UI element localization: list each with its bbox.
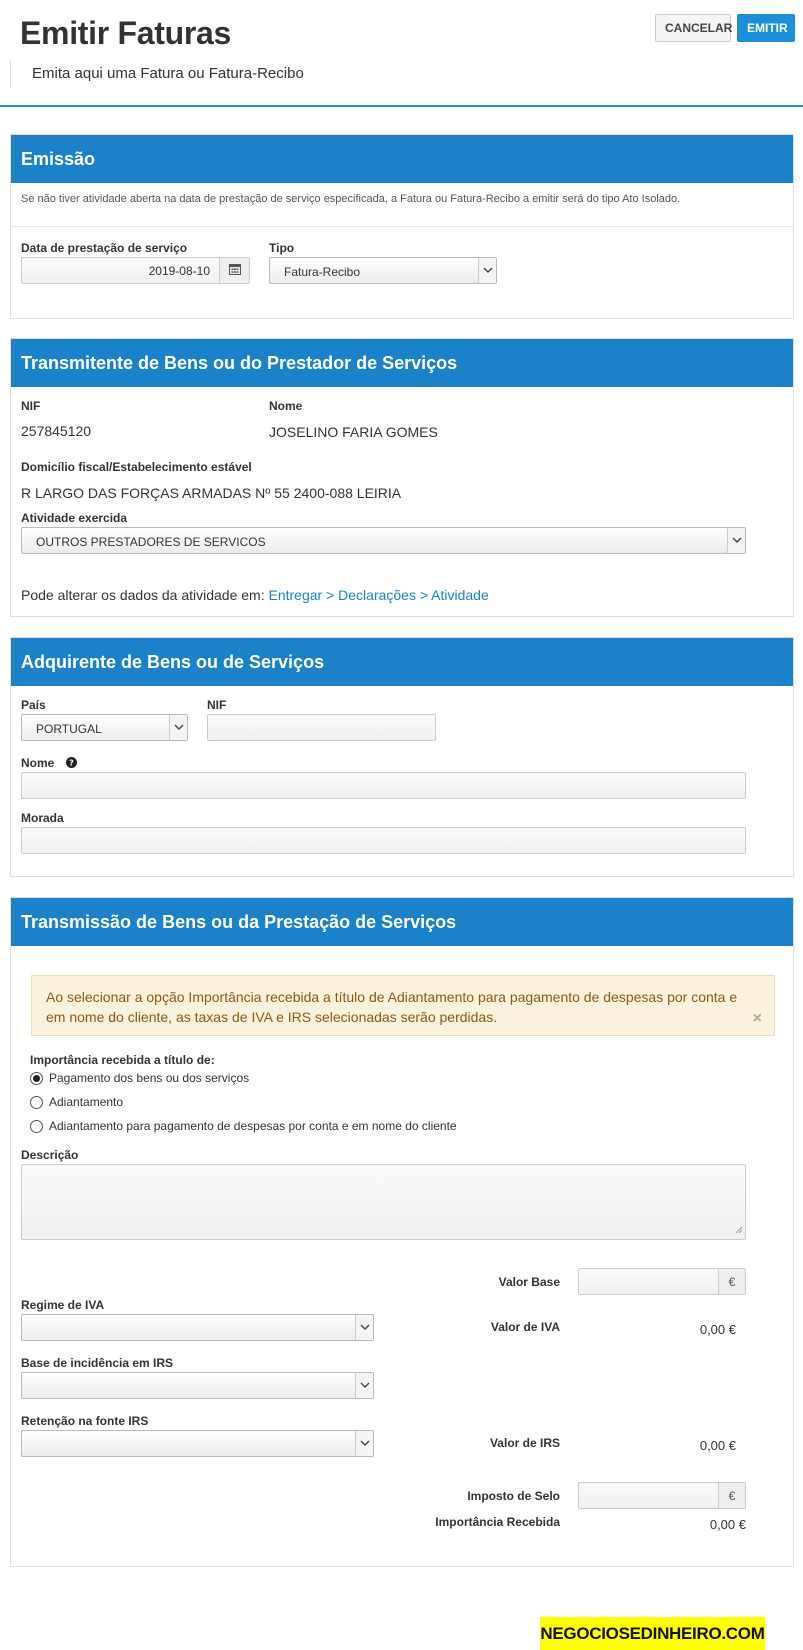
- emissao-info: Se não tiver atividade aberta na data de prestação de serviço especificada, a Fatura ou Fatura-Recibo a emitir será do tipo Ato Isolado.: [21, 193, 681, 205]
- page-title: Emitir Faturas: [20, 15, 231, 51]
- retencao-select[interactable]: [21, 1430, 374, 1457]
- alert-text: Ao selecionar a opção Importância recebida a título de Adiantamento para pagamento de despesas por conta e em nome do cliente, as taxas de IVA e IRS selecionadas serão perdidas.: [46, 989, 738, 1025]
- watermark-badge: NEGOCIOSEDINHEIRO.COM: [540, 1617, 765, 1650]
- selo-currency: €: [718, 1482, 746, 1509]
- nome-label: Nome: [269, 399, 303, 413]
- base-irs-select[interactable]: [21, 1372, 374, 1399]
- atividade-link[interactable]: Entregar > Declarações > Atividade: [268, 587, 489, 603]
- adquirente-nome-text: Nome: [21, 756, 55, 770]
- chevron-down-icon: [169, 715, 187, 740]
- importancia-recebida-label: Importância Recebida: [435, 1515, 560, 1529]
- radio-label: Adiantamento para pagamento de despesas por conta e em nome do cliente: [49, 1119, 457, 1133]
- tipo-select[interactable]: [269, 257, 497, 284]
- date-label: Data de prestação de serviço: [21, 241, 188, 255]
- atividade-select[interactable]: [21, 527, 746, 554]
- radio-button[interactable]: [30, 1096, 43, 1109]
- chevron-down-icon: [355, 1373, 373, 1398]
- tipo-label: Tipo: [269, 241, 295, 255]
- nif-label: NIF: [21, 399, 41, 413]
- page-header: [0, 0, 803, 107]
- radio-label: Adiantamento: [49, 1095, 124, 1109]
- adquirente-heading: Adquirente de Bens ou de Serviços: [11, 638, 793, 686]
- transmitente-panel: [10, 338, 794, 617]
- adquirente-nif-label: NIF: [207, 698, 227, 712]
- radio-adiantamento[interactable]: [30, 1092, 123, 1112]
- morada-input[interactable]: [21, 827, 746, 854]
- pais-label: País: [21, 698, 46, 712]
- divider: [11, 226, 793, 227]
- valor-base-input[interactable]: [578, 1268, 720, 1295]
- valor-base-currency: €: [718, 1268, 746, 1295]
- date-input[interactable]: [21, 257, 221, 284]
- resize-handle-icon[interactable]: [735, 1222, 743, 1237]
- adquirente-nome-label: [21, 756, 77, 771]
- atividade-label: Atividade exercida: [21, 511, 128, 525]
- emissao-panel: [10, 134, 794, 319]
- selo-input[interactable]: [578, 1482, 720, 1509]
- emit-button[interactable]: EMITIR: [737, 14, 795, 42]
- tipo-value: Fatura-Recibo: [284, 265, 361, 279]
- nome-value: JOSELINO FARIA GOMES: [269, 424, 438, 440]
- descricao-label: Descrição: [21, 1148, 79, 1162]
- emissao-heading: Emissão: [11, 135, 793, 183]
- pais-value: PORTUGAL: [36, 722, 102, 736]
- warning-alert: [31, 975, 775, 1036]
- atividade-value: OUTROS PRESTADORES DE SERVICOS: [36, 535, 266, 549]
- radio-adiantamento-despesas[interactable]: [30, 1116, 457, 1136]
- cancel-button[interactable]: CANCELAR: [655, 14, 731, 42]
- regime-iva-select[interactable]: [21, 1314, 374, 1341]
- base-irs-label: Base de incidência em IRS: [21, 1356, 174, 1370]
- importancia-recebida-value: 0,00 €: [709, 1517, 746, 1532]
- chevron-down-icon: [355, 1431, 373, 1456]
- radio-label: Pagamento dos bens ou dos serviços: [49, 1071, 250, 1085]
- close-icon[interactable]: ×: [752, 1010, 762, 1027]
- valor-iva-label: Valor de IVA: [490, 1320, 560, 1334]
- valor-irs-label: Valor de IRS: [489, 1436, 560, 1450]
- domicilio-label: Domicílio fiscal/Estabelecimento estável: [21, 460, 252, 474]
- pais-select[interactable]: [21, 714, 188, 741]
- nif-value: 257845120: [21, 423, 92, 439]
- calendar-icon: [229, 263, 241, 278]
- svg-text:?: ?: [68, 758, 74, 768]
- alterar-text: Pode alterar os dados da atividade em:: [21, 587, 265, 603]
- retencao-label: Retenção na fonte IRS: [21, 1414, 149, 1428]
- transmissao-heading: Transmissão de Bens ou da Prestação de Serviços: [11, 898, 793, 946]
- chevron-down-icon: [355, 1315, 373, 1340]
- transmissao-panel: [10, 897, 794, 1567]
- date-picker-button[interactable]: [219, 257, 250, 284]
- radio-button[interactable]: [30, 1120, 43, 1133]
- radio-pagamento[interactable]: [30, 1068, 249, 1088]
- chevron-down-icon: [478, 258, 496, 283]
- adquirente-nif-input[interactable]: [207, 714, 436, 741]
- adquirente-nome-input[interactable]: [21, 772, 746, 799]
- morada-label: Morada: [21, 811, 64, 825]
- importancia-label: Importância recebida a título de:: [30, 1053, 215, 1067]
- domicilio-value: R LARGO DAS FORÇAS ARMADAS Nº 55 2400-088 LEIRIA: [21, 485, 402, 501]
- valor-iva-value: 0,00 €: [699, 1322, 736, 1337]
- regime-iva-label: Regime de IVA: [21, 1298, 105, 1312]
- descricao-textarea[interactable]: [21, 1164, 746, 1240]
- alterar-atividade-text: [21, 587, 489, 603]
- valor-base-label: Valor Base: [498, 1275, 560, 1289]
- chevron-down-icon: [727, 528, 745, 553]
- selo-label: Imposto de Selo: [467, 1489, 560, 1503]
- adquirente-panel: [10, 637, 794, 877]
- transmitente-heading: Transmitente de Bens ou do Prestador de Serviços: [11, 339, 793, 387]
- question-circle-icon[interactable]: [66, 757, 77, 771]
- valor-irs-value: 0,00 €: [699, 1438, 736, 1453]
- date-value: 2019-08-10: [148, 264, 210, 278]
- page-subtitle: Emita aqui uma Fatura ou Fatura-Recibo: [10, 60, 304, 88]
- radio-button-checked[interactable]: [30, 1072, 43, 1085]
